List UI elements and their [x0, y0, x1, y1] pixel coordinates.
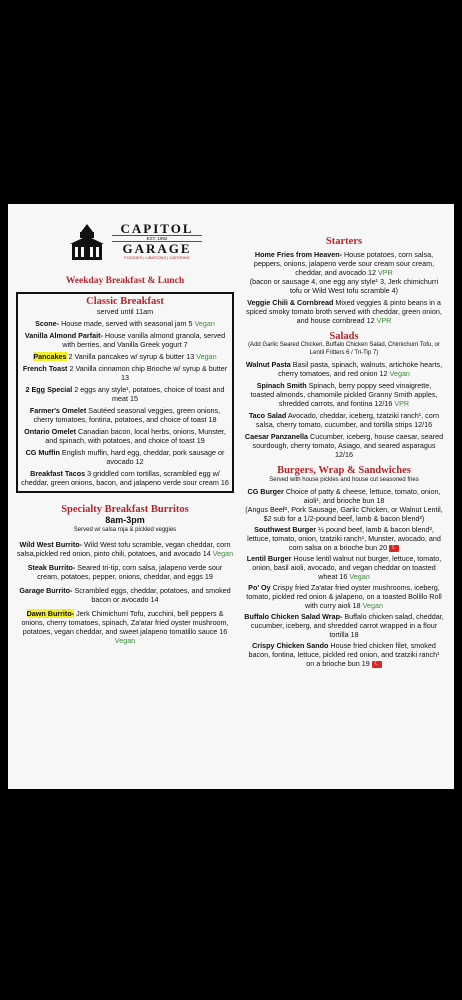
item-description: House made, served with seasonal jam 5	[61, 319, 193, 328]
item-description: 2 Vanilla pancakes w/ syrup & butter 13	[68, 352, 195, 361]
salad-list	[244, 360, 444, 459]
burgers-note: Served with house pickles and house cut seasoned fries	[269, 477, 419, 483]
item-tag: VPR	[376, 316, 392, 325]
menu-item	[16, 540, 234, 558]
menu-item	[16, 609, 234, 645]
menu-item	[244, 641, 444, 668]
brand-logo	[16, 218, 234, 274]
item-name: Dawn Burrito-	[26, 609, 75, 618]
flag-icon: ☾	[389, 545, 399, 552]
menu-item	[244, 487, 444, 505]
item-name: Scone-	[35, 319, 60, 328]
menu-item	[21, 385, 229, 403]
item-extra: (Angus Beef², Pork Sausage, Garlic Chicken, or Walnut Lentil, $2 sub for a 1/2-pound beef, lamb & bacon blend²)	[245, 505, 443, 523]
item-name: Spinach Smith	[256, 381, 307, 390]
item-name: Taco Salad	[248, 411, 287, 420]
item-name: Home Fries from Heaven-	[254, 250, 342, 259]
classic-breakfast-box	[16, 292, 234, 493]
item-tag: Vegan	[212, 549, 234, 558]
menu-item	[21, 427, 229, 445]
item-description: House lentil walnut nut burger, lettuce, tomato, onion, basil aioli, avocado, and vegan cheddar on toasted wheat 16	[252, 554, 442, 581]
item-description: 2 eggs any style¹, potatoes, choice of toast and meat 15	[74, 385, 225, 403]
burger-list	[244, 487, 444, 668]
menu-item	[244, 554, 444, 581]
item-description: Crispy fried Za'atar fried oyster mushrooms, iceberg, tomato, pickled red onion & jalapeno, on a toasted Bolillo Roll with curry aioli 18	[246, 583, 442, 610]
menu-item	[244, 298, 444, 325]
item-name: CG Burger	[247, 487, 284, 496]
salads-title: Salads	[329, 331, 359, 342]
item-description: Canadian bacon, local herbs, onions, Munster, and spinach, with potatoes, and choice of toast 19	[45, 427, 226, 445]
starters-title: Starters	[325, 236, 363, 247]
item-description: Seared tri-tip, corn salsa, jalapeno verde sour cream, potatoes, pepper, onions, cheddar, and eggs 19	[37, 563, 223, 581]
item-description: Scrambled eggs, cheddar, potatoes, and smoked bacon or avocado 14	[74, 586, 231, 604]
classic-title: Classic Breakfast	[86, 296, 164, 307]
menu-item	[244, 250, 444, 277]
item-description: House potatoes, corn salsa, peppers, onions, jalapeno verde sour cream sour cream, cheddar, and avocado 12	[253, 250, 435, 277]
item-description: Buffalo chicken salad, cheddar, cucumber, iceberg, and shredded carrot wrapped in a flour tortilla 18	[250, 612, 444, 639]
item-tag: Vegan	[114, 636, 136, 645]
brand-tagline: FOODIES | LIBATIONS | CATERING	[124, 255, 190, 260]
item-name: Wild West Burrito-	[19, 540, 82, 549]
menu-item	[16, 586, 234, 604]
item-name: Crispy Chicken Sando	[252, 641, 329, 650]
menu-item	[16, 563, 234, 581]
item-name: Vanilla Almond Parfait-	[24, 331, 103, 340]
flag-icon: ☾	[372, 661, 382, 668]
item-name: Po' Oy	[248, 583, 271, 592]
item-description: English muffin, hard egg, cheddar, pork sausage or avocado 12	[61, 448, 225, 466]
item-name: Farmer's Omelet	[29, 406, 87, 415]
item-extra: (bacon or sausage 4, one egg any style¹ 3, Jerk chimichurri tofu or Wild West tofu scramble 4)	[249, 277, 439, 295]
item-tag: Vegan	[362, 601, 383, 610]
menu-item	[244, 360, 444, 378]
item-tag: Vegan	[194, 319, 215, 328]
menu-item	[21, 448, 229, 466]
item-description: Basil pasta, spinach, walnuts, artichoke hearts, cherry tomatoes, and red onion 12	[278, 360, 443, 378]
menu-page	[8, 204, 454, 789]
menu-item	[244, 612, 444, 639]
burritos-hours: 8am-3pm	[105, 515, 145, 525]
item-name: French Toast	[22, 364, 68, 373]
menu-item	[244, 381, 444, 408]
item-description: Wild West tofu scramble, vegan cheddar, corn salsa,pickled red onion, pinto chili, potatoes, and avocado 14	[16, 540, 231, 558]
menu-item	[244, 432, 444, 459]
item-name: Pancakes	[33, 352, 67, 361]
item-name: Lentil Burger	[246, 554, 292, 563]
right-column	[244, 204, 444, 668]
brand-name-2: GARAGE	[122, 241, 192, 256]
item-description: Sautéed seasonal veggies, green onions, cherry tomatoes, fontina, potatoes, and choice of toast 18	[33, 406, 221, 424]
item-description: Spinach, berry poppy seed vinaigrette, toasted almonds, chamomile pickled Granny Smith apples, shredded carrots, and fontina 12/16	[250, 381, 438, 408]
capitol-building-icon	[66, 222, 108, 262]
item-description: 2 Vanilla cinnamon chip Brioche w/ syrup & butter 13	[69, 364, 228, 382]
item-description: House fried chicken filet, smoked bacon, fontina, lettuce, pickled red onion, and tzatziki ranch¹ on a brioche bun 19	[248, 641, 440, 668]
brand-name-1: CAPITOL	[120, 221, 194, 236]
item-description: Avocado, cheddar, iceberg, tzatziki ranch¹, corn salsa, cherry tomato, cucumber, and tortilla strips 12/16	[255, 411, 440, 429]
item-tag: Vegan	[349, 572, 370, 581]
item-name: Southwest Burger	[254, 525, 316, 534]
menu-item	[21, 331, 229, 349]
starter-list	[244, 250, 444, 325]
burritos-note: Served w/ salsa roja & pickled veggies	[73, 527, 177, 533]
item-name: Steak Burrito-	[27, 563, 76, 572]
menu-item	[244, 525, 444, 552]
item-description: Jerk Chimichurri Tofu, zucchini, bell peppers & onions, cherry tomatoes, spinach, Za'atar fried oyster mushroom, potatoes, vegan cheddar, and sweet jalapeno tomatillo sauce 16	[21, 609, 229, 636]
menu-item	[21, 364, 229, 382]
item-name: Buffalo Chicken Salad Wrap-	[244, 612, 343, 621]
brand-est: EST. 1992	[112, 235, 202, 242]
item-description: Cucumber, iceberg, house caesar, seared sourdough, cherry tomato, Asiago, and seared asparagus 12/16	[252, 432, 444, 459]
item-description: Choice of patty & cheese, lettuce, tomato, onion, aioli¹, and brioche bun 18	[285, 487, 441, 505]
item-name: Ontario Omelet	[24, 427, 77, 436]
item-name: Walnut Pasta	[245, 360, 291, 369]
item-description: ½ pound beef, lamb & bacon blend², lettuce, tomato, onion, tzatziki ranch¹, Munster, avocado, and corn salsa on a brioche bun 20	[247, 525, 441, 552]
item-name: CG Muffin	[25, 448, 60, 457]
item-name: Veggie Chili & Cornbread	[247, 298, 334, 307]
menu-item	[21, 469, 229, 487]
burritos-title: Specialty Breakfast Burritos	[61, 504, 189, 515]
menu-item	[244, 583, 444, 610]
classic-note: served until 11am	[96, 307, 154, 316]
item-description: Mixed veggies & pinto beans in a spiced smoky tomato broth served with cheddar, green onion, and house cornbread 12	[246, 298, 442, 325]
item-tag: VPR	[394, 399, 410, 408]
item-tag: Vegan	[389, 369, 410, 378]
burrito-list	[16, 540, 234, 645]
left-column	[16, 204, 234, 645]
item-description: House vanilla almond granola, served with berries, and Vanilla Greek yogurt 7	[62, 331, 226, 349]
classic-list	[21, 319, 229, 487]
burgers-title: Burgers, Wrap & Sandwiches	[277, 465, 411, 476]
item-tag: VPR	[377, 268, 393, 277]
menu-sheet	[8, 204, 454, 789]
item-name: Garage Burrito-	[19, 586, 73, 595]
menu-item	[21, 319, 229, 328]
item-description: 3 griddled corn tortillas, scrambled egg w/ cheddar, green onions, bacon, and jalapeno verde sour cream 16	[21, 469, 229, 487]
menu-item	[244, 411, 444, 429]
menu-item	[21, 352, 229, 361]
page-title: Weekday Breakfast & Lunch	[65, 276, 185, 286]
item-tag: Vegan	[196, 352, 217, 361]
item-name: Breakfast Tacos	[30, 469, 86, 478]
item-name: 2 Egg Special	[25, 385, 73, 394]
menu-item	[21, 406, 229, 424]
salads-note: (Add Garlic Seared Chicken, Buffalo Chicken Salad, Chimichurri Tofu, or Lentil Fritters 6 / Tri-Tip 7)	[248, 342, 440, 356]
item-name: Caesar Panzanella	[244, 432, 309, 441]
